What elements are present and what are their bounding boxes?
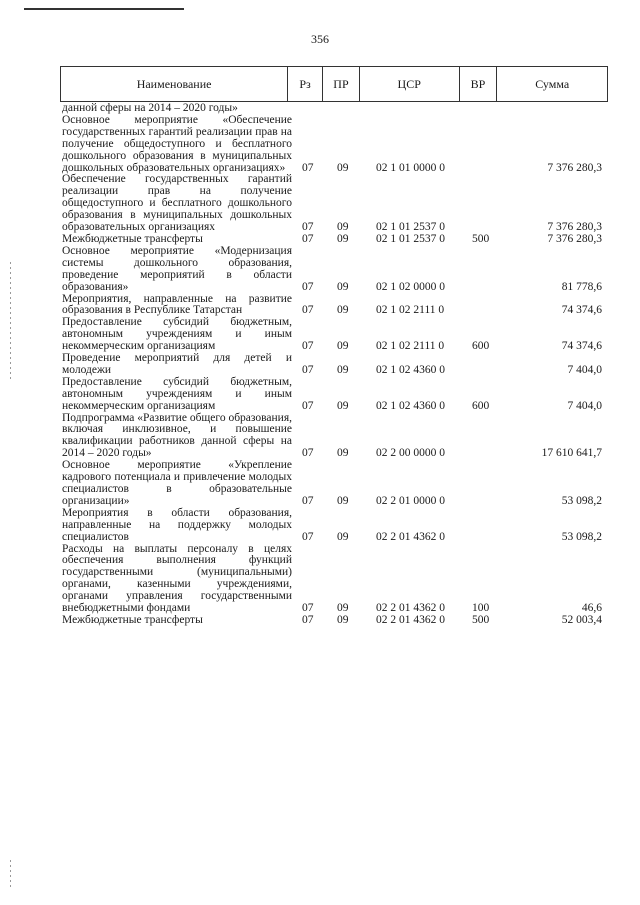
table-row (0, 317, 640, 353)
row-rz: 07 (302, 161, 314, 174)
row-pr: 09 (337, 280, 349, 293)
table-body (0, 103, 640, 627)
row-pr: 09 (337, 494, 349, 507)
header-csr: ЦСР (360, 67, 460, 101)
row-csr: 02 2 00 0000 0 (376, 447, 445, 460)
row-rz: 07 (302, 340, 314, 353)
row-name: Мероприятия, направленные на развитие образования в Республике Татарстан (62, 292, 292, 317)
row-rz: 07 (302, 494, 314, 507)
row-name: Проведение мероприятий для детей и молодежи (62, 352, 292, 376)
row-name: Обеспечение государственных гарантий реализации прав на получение общедоступного и бесплатного дошкольного образования в муниципальных дошкольных образовательных организациях (62, 173, 292, 234)
row-name: Межбюджетные трансферты (62, 232, 203, 245)
margin-mark (10, 860, 11, 890)
table-row (0, 508, 640, 544)
table-row (0, 174, 640, 234)
row-rz: 07 (302, 280, 314, 293)
row-rz: 07 (302, 602, 314, 615)
row-sum: 53 098,2 (561, 494, 602, 507)
row-csr: 02 2 01 4362 0 (376, 613, 445, 626)
row-rz: 07 (302, 304, 314, 317)
row-pr: 09 (337, 340, 349, 353)
row-rz: 07 (302, 530, 314, 543)
row-name: Основное мероприятие «Модернизация системы дошкольного образования, проведение мероприятий в области образования» (62, 244, 292, 293)
table-row (0, 377, 640, 413)
row-pr: 09 (337, 530, 349, 543)
row-csr: 02 1 01 0000 0 (376, 161, 445, 174)
row-vr: 600 (472, 340, 490, 353)
row-rz: 07 (302, 447, 314, 460)
row-name: Межбюджетные трансферты (62, 613, 203, 626)
row-csr: 02 1 01 2537 0 (376, 232, 445, 245)
row-rz: 07 (302, 399, 314, 412)
row-csr: 02 1 02 4360 0 (376, 399, 445, 412)
header-name: Наименование (61, 67, 288, 101)
row-sum: 7 404,0 (567, 399, 602, 412)
row-csr: 02 1 01 2537 0 (376, 221, 445, 234)
row-name: Основное мероприятие «Укрепление кадрового потенциала и привлечение молодых специалистов в образовательные организации» (62, 459, 292, 507)
row-sum: 74 374,6 (561, 340, 602, 353)
row-sum: 52 003,4 (561, 613, 602, 626)
table-row (0, 294, 640, 318)
header-vr: ВР (460, 67, 498, 101)
row-sum: 7 376 280,3 (547, 221, 602, 234)
row-sum: 46,6 (581, 602, 602, 615)
row-sum: 81 778,6 (561, 280, 602, 293)
row-pr: 09 (337, 447, 349, 460)
row-pr: 09 (337, 399, 349, 412)
row-vr: 100 (472, 602, 490, 615)
row-pr: 09 (337, 232, 349, 245)
row-pr: 09 (337, 161, 349, 174)
row-pr: 09 (337, 221, 349, 234)
table-row (0, 615, 640, 627)
table-header (60, 66, 608, 102)
row-csr: 02 2 01 4362 0 (376, 530, 445, 543)
row-pr: 09 (337, 602, 349, 615)
header-rz: Рз (288, 67, 323, 101)
table-row (0, 246, 640, 294)
row-csr: 02 1 02 0000 0 (376, 280, 445, 293)
row-rz: 07 (302, 613, 314, 626)
row-sum: 17 610 641,7 (541, 447, 602, 460)
row-sum: 7 376 280,3 (547, 232, 602, 245)
row-rz: 07 (302, 221, 314, 234)
row-csr: 02 2 01 4362 0 (376, 602, 445, 615)
row-name: Предоставление субсидий бюджетным, автономным учреждениям и иным некоммерческим организациям (62, 316, 292, 353)
row-sum: 7 404,0 (567, 363, 602, 376)
row-vr: 500 (472, 613, 490, 626)
row-sum: 74 374,6 (561, 304, 602, 317)
row-name: данной сферы на 2014 – 2020 годы» (62, 102, 238, 114)
row-pr: 09 (337, 613, 349, 626)
row-pr: 09 (337, 363, 349, 376)
row-name: Подпрограмма «Развитие общего образования, включая инклюзивное, и повышение квалификации работников данной сферы на 2014 – 2020 годы» (62, 411, 292, 460)
row-pr: 09 (337, 304, 349, 317)
row-sum: 53 098,2 (561, 530, 602, 543)
table-row (0, 544, 640, 615)
table-row (0, 353, 640, 377)
row-csr: 02 1 02 4360 0 (376, 363, 445, 376)
row-name: Мероприятия в области образования, направленные на поддержку молодых специалистов (62, 506, 292, 543)
top-rule (24, 8, 184, 10)
table-row (0, 460, 640, 508)
page-number: 356 (311, 32, 329, 46)
row-name: Предоставление субсидий бюджетным, автономным учреждениям и иным некоммерческим организациям (62, 375, 292, 412)
row-rz: 07 (302, 232, 314, 245)
row-vr: 500 (472, 232, 490, 245)
header-sum: Сумма (535, 76, 570, 91)
row-sum: 7 376 280,3 (547, 161, 602, 174)
row-name: Основное мероприятие «Обеспечение государственных гарантий реализации прав на получение общедоступного и бесплатного дошкольного образования в муниципальных дошкольных образовательных организациях» (62, 113, 292, 174)
row-csr: 02 2 01 0000 0 (376, 494, 445, 507)
table-row (0, 413, 640, 461)
row-csr: 02 1 02 2111 0 (376, 304, 445, 317)
table-row (0, 115, 640, 175)
row-csr: 02 1 02 2111 0 (376, 340, 445, 353)
row-vr: 600 (472, 399, 490, 412)
row-name: Расходы на выплаты персоналу в целях обеспечения выполнения функций государственными (муниципальными) органами, казенными учреждениями, органами управления государственными внебюджетными фондами (62, 542, 292, 615)
row-rz: 07 (302, 363, 314, 376)
header-pr: ПР (323, 67, 360, 101)
